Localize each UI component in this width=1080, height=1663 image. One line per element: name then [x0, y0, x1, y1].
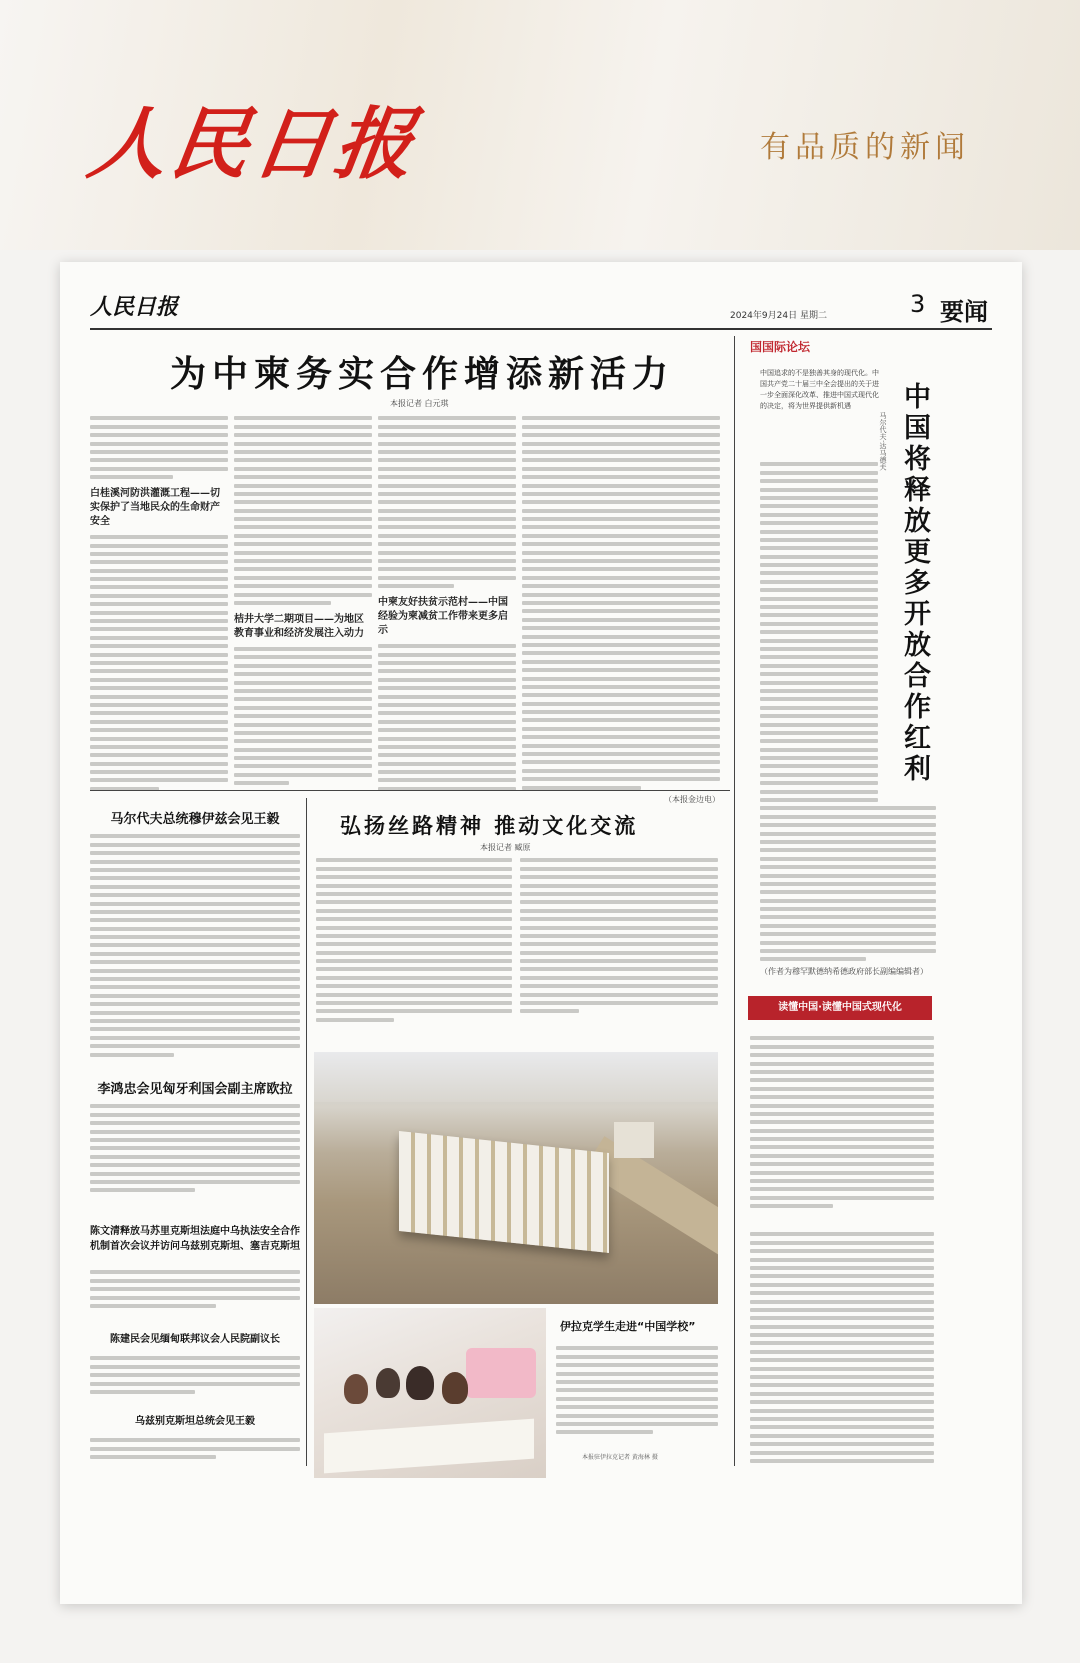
page-number: 3 — [910, 290, 926, 318]
brief-head-5: 乌兹别克斯坦总统会见王毅 — [135, 1416, 255, 1427]
school-building-photo[interactable] — [314, 1052, 718, 1304]
main-body-col3 — [378, 412, 516, 795]
main-footer: （本报金边电） — [664, 794, 720, 804]
forum-headline: 中国将释放更多开放合作红利 — [899, 382, 930, 785]
main-subhead-2: 桔井大学二期项目——为地区教育事业和经济发展注入动力 — [234, 613, 364, 639]
photo-student — [344, 1374, 368, 1404]
main-body-col1 — [90, 412, 228, 795]
feature-byline: 本报记者 臧原 — [480, 843, 531, 852]
forum-body-top — [760, 458, 878, 857]
main-body-col2 — [234, 412, 372, 790]
photo-tower — [614, 1122, 654, 1158]
forum-body-bottom — [760, 802, 936, 977]
main-subhead-3: 中柬友好扶贫示范村——中国经验为柬减贫工作带来更多启示 — [378, 597, 508, 637]
photo-poster — [466, 1348, 536, 1398]
photo-caption-title: 伊拉克学生走进“中国学校” — [560, 1320, 696, 1333]
peoples-daily-logo: 人民日报 — [82, 99, 424, 190]
brief-head-1: 马尔代夫总统穆伊兹会见王毅 — [110, 812, 280, 827]
column-rule-right — [734, 336, 735, 1466]
brief-body-1 — [90, 830, 300, 1061]
feature-headline: 弘扬丝路精神 推动文化交流 — [340, 814, 639, 838]
brief-body-3 — [90, 1266, 300, 1312]
brief-body-4 — [90, 1352, 300, 1398]
feature-body-col2 — [520, 854, 718, 1018]
forum-intro: 中国追求的不是独善其身的现代化。中国共产党二十届三中全会提出的关于进一步全面深化改革、推进中国式现代化的决定，将为世界提供新机遇 — [760, 369, 879, 410]
brief-body-2 — [90, 1100, 300, 1197]
masthead-logo: 人民日报 — [90, 294, 179, 320]
students-photo[interactable] — [314, 1308, 546, 1478]
photo-school-building — [399, 1131, 609, 1253]
main-subhead-1: 白桂溪河防洪灌溉工程——切实保护了当地民众的生命财产安全 — [90, 488, 220, 528]
page-masthead — [90, 290, 992, 330]
main-headline: 为中柬务实合作增添新活力 — [170, 354, 675, 395]
topic-banner[interactable]: 读懂中国·读懂中国式现代化 — [748, 996, 932, 1020]
issue-date: 2024年9月24日 星期二 — [730, 311, 827, 321]
column-rule-left — [306, 798, 307, 1466]
newspaper-page[interactable] — [60, 262, 1022, 1604]
photo-sky — [314, 1052, 718, 1102]
brief-head-2: 李鸿忠会见匈牙利国会副主席欧拉 — [97, 1082, 293, 1097]
brand-slogan: 有品质的新闻 — [760, 130, 970, 165]
story-divider — [90, 790, 730, 791]
brief-head-4: 陈建民会见缅甸联邦议会人民院副议长 — [110, 1334, 280, 1345]
main-body-col4 — [522, 412, 720, 805]
main-byline: 本报记者 白元琪 — [390, 399, 449, 408]
photo-caption-body — [556, 1342, 718, 1439]
brief-body-5 — [90, 1434, 300, 1464]
photo-student — [442, 1372, 468, 1404]
photo-student — [406, 1366, 434, 1400]
banner-body-2 — [750, 1228, 934, 1467]
banner-body-1 — [750, 1032, 934, 1213]
forum-footer: （作者为穆罕默德纳希德政府部长副编编辑者） — [760, 966, 928, 976]
brand-header — [0, 0, 1080, 250]
section-name: 要闻 — [940, 298, 988, 326]
photo-student — [376, 1368, 400, 1398]
feature-body-col1 — [316, 854, 512, 1026]
brief-head-3: 陈文清释放马苏里克斯坦法庭中乌执法安全合作机制首次会议并访问乌兹别克斯坦、塞吉克斯坦 — [90, 1226, 300, 1252]
forum-label: 国国际论坛 — [750, 340, 811, 354]
photo-desk — [324, 1419, 534, 1474]
forum-byline: 马尔代夫·达马德夫 — [879, 412, 887, 471]
photo-credit: 本报驻伊拉克记者 黄海林 摄 — [582, 1454, 658, 1461]
